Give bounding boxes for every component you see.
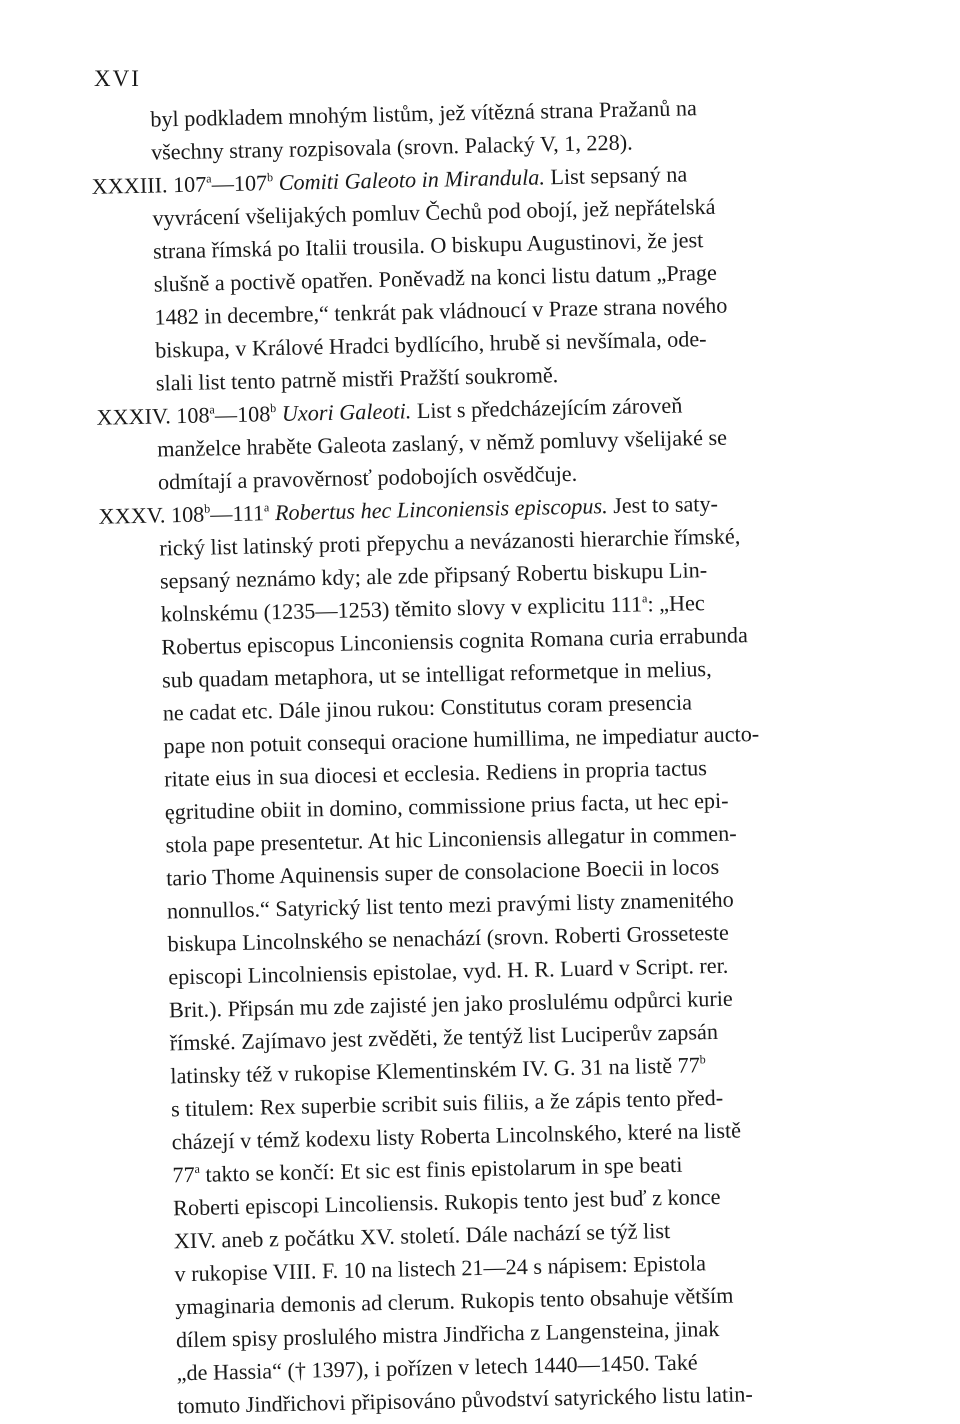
text-run: Jest to saty-: [607, 490, 719, 519]
text-run: ymaginaria demonis ad clerum. Rukopis tento obsahuje větším: [174, 1282, 734, 1320]
superscript: a: [641, 591, 648, 606]
text-run: strana římská po Italii trousila. O biskupu Augustinovi, že jest: [152, 227, 704, 264]
text-run: dílem spisy proslulého mistra Jindřicha z Langensteina, jinak: [175, 1315, 720, 1353]
text-run: ęgritudine obiit in domino, commissione prius facta, ut hec epi-: [164, 787, 729, 825]
italic-title: Comiti Galeoto in Mirandula.: [278, 164, 546, 195]
text-run: sub quadam metaphora, ut se intelligat reformetque in melius,: [161, 655, 712, 693]
text-run: List s předcházejícím zároveň: [411, 392, 683, 424]
text-run: ne cadat etc. Dále jinou rukou: Constitutus coram presencia: [162, 689, 693, 726]
superscript: b: [699, 1052, 706, 1067]
text-run: slušně a poctivě opatřen. Poněvadž na konci listu datum „Prage: [153, 259, 718, 297]
text-run: rický list latinský proti přepychu a nevázanosti hierarchie římské,: [159, 523, 741, 561]
text-run: XIV. aneb z počátku XV. století. Dále nachází se týž list: [173, 1217, 671, 1254]
text-run: Brit.). Připsán mu zde zajisté jen jako proslulému odpůrci kurie: [168, 985, 733, 1023]
superscript: a: [206, 171, 212, 186]
superscript: a: [194, 1161, 200, 1176]
page-number: XVI: [94, 66, 141, 91]
text-run: XXXV. 108: [98, 501, 205, 529]
text-run: kolnskému (1235—1253) těmito slovy v explicitu 111: [160, 591, 643, 627]
italic-title: Uxori Galeoti.: [281, 398, 412, 426]
text-run: —107: [211, 170, 268, 197]
text-run: : „Hec: [647, 590, 705, 617]
text-run: římské. Zajímavo jest zvěděti, že tentýž list Luciperův zapsán: [169, 1018, 719, 1056]
text-body: [91, 88, 899, 1423]
text-run: nonnullos.“ Satyrický list tento mezi pravými listy znamenitého: [166, 886, 734, 924]
text-run: byl podkladem mnohým listům, jež vítězná strana Pražanů na: [150, 95, 698, 132]
text-run: v rukopise VIII. F. 10 na listech 21—24 s nápisem: Epistola: [174, 1250, 707, 1287]
text-run: latinsky též v rukopise Klementinském IV. G. 31 na listě 77: [170, 1052, 701, 1089]
text-run: Roberti episcopi Lincoliensis. Rukopis tento jest buď z konce: [172, 1183, 721, 1221]
superscript: b: [266, 170, 274, 185]
text-run: tomuto Jindřichovi připisováno původství satyrického listu latin-: [177, 1381, 754, 1419]
text-run: pape non potuit consequi oracione humillima, ne impediatur aucto-: [163, 721, 760, 759]
text-run: vyvrácení všelijakých pomluv Čechů pod obojí, jež nepřátelská: [152, 193, 716, 231]
text-run: biskupa, v Králové Hradci bydlícího, hrubě si nevšímala, ode-: [154, 326, 707, 363]
text-run: 1482 in decembre,“ tenkrát pak vládnoucí v Praze strana nového: [154, 292, 728, 330]
text-run: „de Hassia“ († 1397), i pořízen v letech 1440—1450. Také: [176, 1349, 698, 1386]
text-run: všechny strany rozpisovala (srovn. Palacký V, 1, 228).: [150, 129, 633, 165]
text-run: 77: [172, 1161, 195, 1188]
text-run: s titulem: Rex superbie scribit suis filiis, a že zápis tento před-: [170, 1084, 724, 1122]
text-run: sepsaný neznámo kdy; ale zde připsaný Robertu biskupu Lin-: [159, 557, 708, 594]
text-run: takto se končí: Et sic est finis epistolarum in spe beati: [199, 1151, 683, 1187]
text-run: manželce hraběte Galeota zaslaný, v němž pomluvy všelijaké se: [156, 424, 728, 462]
text-run: tario Thome Aquinensis super de consolacione Boecii in locos: [165, 853, 720, 891]
text-run: XXXIV. 108: [96, 402, 210, 430]
superscript: a: [263, 500, 270, 515]
italic-title: Robertus hec Linconiensis episcopus.: [274, 493, 608, 526]
superscript: b: [270, 401, 277, 416]
text-run: List sepsaný na: [544, 161, 688, 190]
text-run: slali list tento patrně mistři Pražští soukromě.: [155, 362, 559, 396]
text-run: ritate eius in sua diocesi et ecclesia. Rediens in propria tactus: [163, 755, 708, 792]
text-run: episcopi Lincolniensis epistolae, vyd. H. R. Luard v Script. rer.: [168, 952, 729, 990]
superscript: b: [203, 501, 211, 516]
text-run: —108: [214, 401, 271, 428]
text-run: biskupa Lincolnského se nenachází (srovn. Roberti Grosseteste: [167, 919, 730, 957]
superscript: a: [209, 402, 215, 417]
text-run: —111: [209, 500, 265, 527]
text-run: Robertus episcopus Linconiensis cognita Romana curia errabunda: [161, 622, 749, 660]
text-run: cházejí v témž kodexu listy Roberta Lincolnského, které na listě: [171, 1117, 742, 1155]
text-run: stola pape presentetur. At hic Linconiensis allegatur in commen-: [165, 820, 737, 858]
text-run: XXXIII. 107: [91, 171, 207, 199]
text-run: odmítají a pravověrnosť podobojích osvědčuje.: [157, 460, 578, 495]
